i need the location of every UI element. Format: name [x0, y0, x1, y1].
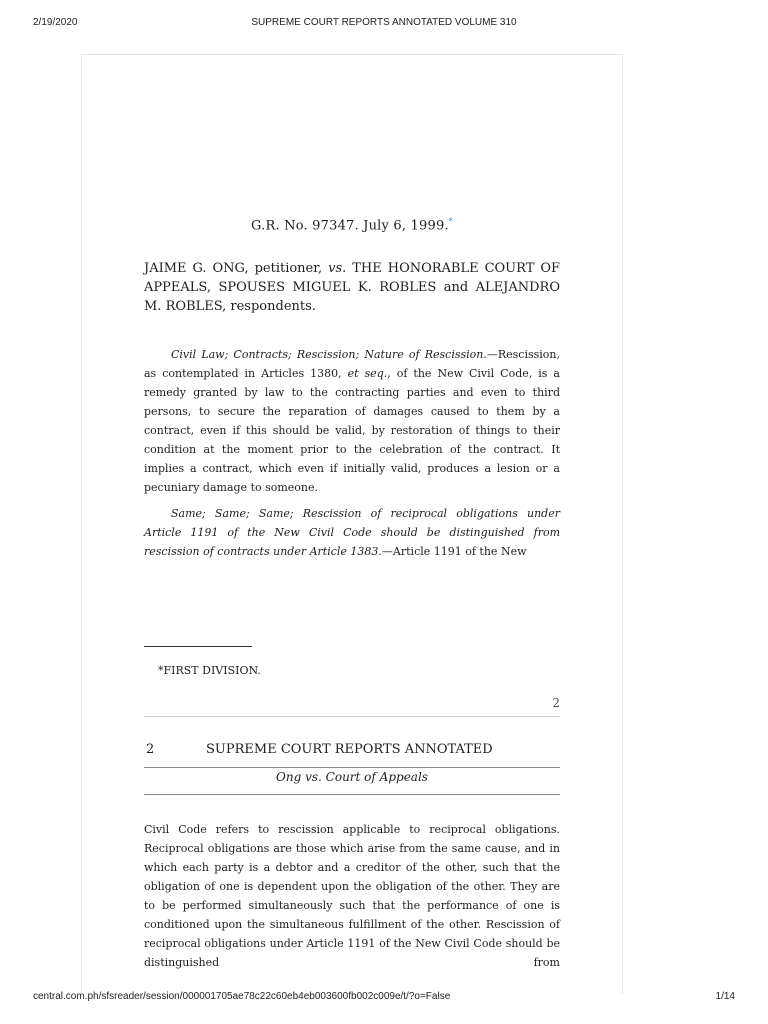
syllabus: [144, 345, 560, 568]
syllabus-text-1a: Rescission, as contemplated in Articles 1380,: [144, 348, 560, 380]
parties-respondents: THE HONORABLE COURT OF APPEALS, SPOUSES MIGUEL K. ROBLES and ALEJANDRO M. ROBLES, respondents.: [144, 261, 561, 314]
running-head-page: 2: [146, 742, 155, 757]
running-head-rule-top: [144, 767, 560, 768]
footnote-divider: [144, 646, 252, 647]
parties-petitioner: JAIME G. ONG, petitioner,: [144, 261, 329, 276]
running-head: [144, 742, 560, 762]
running-head-title: SUPREME COURT REPORTS ANNOTATED: [206, 742, 493, 757]
footnote-link[interactable]: *: [448, 217, 453, 226]
syllabus-paragraph-2: [144, 504, 560, 561]
case-parties: [144, 259, 560, 316]
page-separator: [144, 716, 560, 717]
print-header: [0, 17, 768, 31]
syllabus-paragraph-1: [144, 345, 560, 497]
syllabus-text-2: —Article 1191 of the New: [381, 545, 527, 558]
print-url: central.com.ph/sfsreader/session/000001705ae78c22c60eb4eb003600fb002c009e/t/?o=False: [33, 991, 451, 1002]
print-footer: [0, 991, 768, 1005]
syllabus-heading-2: Same; Same; Same; Rescission of reciprocal obligations under Article 1191 of the New Civil Code should be distinguished from rescission of contracts under Article 1383.: [144, 507, 560, 558]
parties-vs: vs.: [328, 261, 347, 276]
page-number: 2: [552, 696, 560, 710]
syllabus-text-1b: , of the New Civil Code, is a remedy granted by law to the contracting parties and even to third persons, to secure the reparation of damages caused to them by a contract, even if this should be valid, by restoration of things to their condition at the moment prior to the celebration of the contract. It implies a contract, which even if initially valid, produces a lesion or a pecuniary damage to someone.: [144, 367, 560, 494]
case-number-date: [144, 217, 560, 233]
body-paragraph: Civil Code refers to rescission applicable to reciprocal obligations. Reciprocal obligations are those which arise from the same cause, and in which each party is a debtor and a creditor of the other, such that the obligation of one is dependent upon the obligation of the other. They are to be performed simultaneously such that the performance of one is conditioned upon the simultaneous fulfillment of the other. Rescission of reciprocal obligations under Article 1191 of the New Civil Code should be distinguished from: [144, 823, 560, 969]
footnote: *FIRST DIVISION.: [158, 664, 261, 677]
print-page-count: 1/14: [715, 991, 735, 1002]
syllabus-heading-1: Civil Law; Contracts; Rescission; Nature of Rescission.: [171, 348, 487, 361]
case-title: Ong vs. Court of Appeals: [276, 770, 428, 784]
case-number-text: G.R. No. 97347. July 6, 1999.: [251, 218, 449, 234]
print-title: SUPREME COURT REPORTS ANNOTATED VOLUME 310: [251, 17, 517, 28]
syllabus-etseq: et seq.: [347, 367, 388, 380]
print-date: 2/19/2020: [33, 17, 78, 28]
syllabus-dash-1: —: [486, 348, 498, 361]
running-head-rule-bottom: [144, 794, 560, 795]
